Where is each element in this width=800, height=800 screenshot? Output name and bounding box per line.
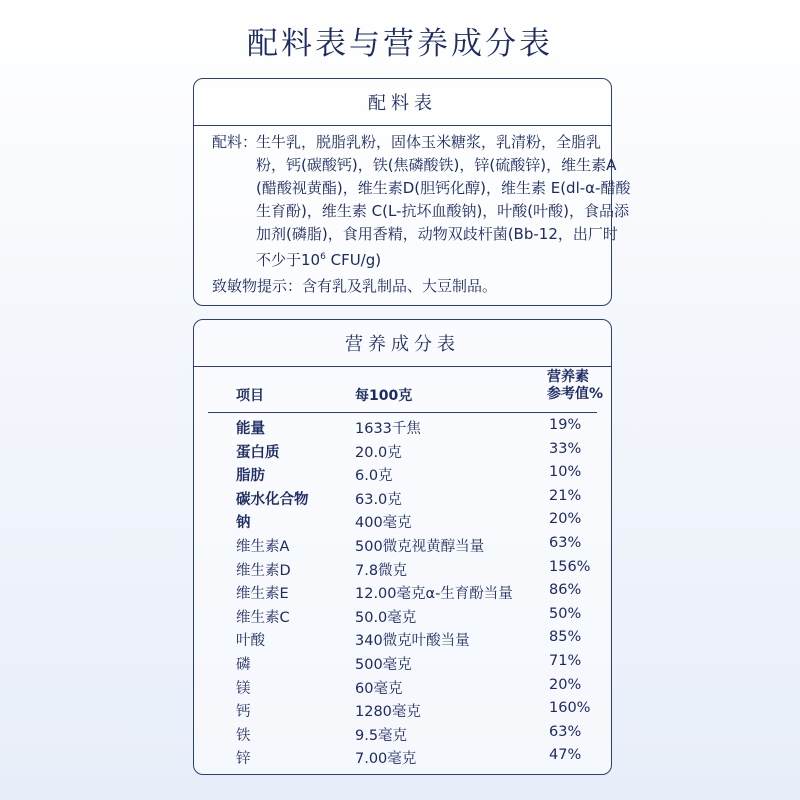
nutrient-nrv: 50%: [549, 605, 582, 622]
table-row: [194, 556, 611, 580]
nutrient-nrv: 71%: [549, 652, 582, 669]
nutrient-amount: 20.0克: [355, 444, 402, 461]
nutrient-name: 维生素E: [236, 586, 289, 603]
ingredients-line: 生牛乳，脱脂乳粉，固体玉米糖浆，乳清粉，全脂乳: [256, 133, 602, 151]
nutrient-nrv: 20%: [549, 511, 582, 528]
table-header-row: [194, 368, 611, 410]
nutrient-nrv: 160%: [549, 700, 591, 717]
nutrient-name: 铁: [236, 727, 251, 744]
table-row: [194, 721, 611, 745]
nutrient-nrv: 86%: [549, 582, 582, 599]
nutrient-nrv: 19%: [549, 417, 582, 433]
table-row: [194, 508, 611, 532]
nutrient-nrv: 47%: [549, 747, 582, 764]
nutrition-header: 营养成分表: [194, 320, 611, 367]
table-row: [194, 626, 611, 650]
nutrient-nrv: 63%: [549, 723, 582, 740]
nutrient-name: 磷: [236, 656, 251, 673]
table-row: [194, 579, 611, 603]
nutrient-name: 能量: [236, 421, 265, 437]
table-row: [194, 438, 611, 462]
nutrient-amount: 6.0克: [355, 468, 393, 485]
nutrient-name: 钙: [236, 704, 251, 721]
nutrient-name: 叶酸: [236, 633, 265, 650]
nutrient-nrv: 33%: [549, 440, 582, 457]
table-body: [194, 414, 611, 768]
nutrient-amount: 1633千焦: [355, 421, 421, 437]
nutrient-amount: 7.8微克: [355, 562, 408, 579]
table-row: [194, 485, 611, 509]
nutrient-amount: 50.0毫克: [355, 609, 417, 626]
nutrient-amount: 340微克叶酸当量: [355, 633, 470, 650]
ingredients-label: 配料：: [212, 133, 258, 151]
nutrient-amount: 7.00毫克: [355, 751, 417, 768]
nutrient-amount: 63.0克: [355, 491, 402, 508]
col-header-nrv-line2: 参考值%: [547, 386, 604, 402]
table-row: [194, 697, 611, 721]
col-header-nrv: [547, 369, 603, 403]
table-row: [194, 461, 611, 485]
ingredients-header: 配料表: [194, 79, 611, 126]
table-row: [194, 674, 611, 698]
nutrient-name: 锌: [236, 751, 251, 768]
table-row: [194, 650, 611, 674]
header-divider: [208, 412, 597, 413]
nutrient-nrv: 85%: [549, 629, 582, 646]
ingredients-panel: [193, 78, 631, 306]
nutrient-amount: 500微克视黄醇当量: [355, 538, 485, 555]
cfu-prefix: 不少于10: [256, 251, 321, 269]
nutrient-nrv: 10%: [549, 464, 582, 481]
ingredients-line-last: [256, 246, 630, 272]
ingredients-line: 粉，钙(碳酸钙)，铁(焦磷酸铁)，锌(硫酸锌)，维生素A: [256, 156, 617, 174]
nutrient-name: 碳水化合物: [236, 491, 309, 508]
nutrient-name: 蛋白质: [236, 444, 280, 461]
nutrient-amount: 1280毫克: [355, 704, 421, 721]
table-row: [194, 414, 611, 438]
nutrient-amount: 500毫克: [355, 656, 412, 673]
table-row: [194, 744, 611, 768]
nutrient-amount: 12.00毫克α-生育酚当量: [355, 586, 513, 603]
nutrition-panel: [193, 319, 612, 775]
ingredients-text: [256, 131, 630, 272]
nutrient-nrv: 21%: [549, 487, 582, 504]
col-header-nrv-line1: 营养素: [547, 369, 589, 385]
nutrient-name: 脂肪: [236, 468, 265, 485]
nutrient-name: 维生素D: [236, 562, 291, 579]
table-row: [194, 603, 611, 627]
ingredients-line: (醋酸视黄酯)，维生素D(胆钙化醇)，维生素 E(dl-α-醋酸: [256, 179, 631, 197]
page-title: 配料表与营养成分表: [247, 26, 553, 62]
ingredients-body: [212, 131, 631, 298]
nutrient-name: 维生素A: [236, 538, 290, 555]
nutrient-nrv: 63%: [549, 534, 582, 551]
nutrient-nrv: 20%: [549, 676, 582, 693]
col-header-item: 项目: [236, 388, 264, 404]
nutrient-amount: 60毫克: [355, 680, 403, 697]
ingredients-line: 生育酚)，维生素 C(L-抗坏血酸钠)，叶酸(叶酸)，食品添: [256, 202, 630, 220]
nutrient-nrv: 156%: [549, 558, 591, 575]
nutrient-name: 维生素C: [236, 609, 290, 626]
ingredients-line: 加剂(磷脂)，食用香精，动物双歧杆菌(Bb-12，出厂时: [256, 225, 618, 243]
cfu-exponent: 6: [320, 252, 326, 262]
nutrient-amount: 400毫克: [355, 515, 412, 532]
nutrient-amount: 9.5毫克: [355, 727, 408, 744]
allergen-notice: 致敏物提示：含有乳及乳制品、大豆制品。: [212, 277, 498, 295]
cfu-suffix: CFU/g): [325, 251, 382, 269]
table-row: [194, 532, 611, 556]
nutrient-name: 钠: [236, 515, 251, 532]
nutrient-name: 镁: [236, 680, 251, 697]
col-header-per-100g: 每100克: [355, 388, 413, 404]
